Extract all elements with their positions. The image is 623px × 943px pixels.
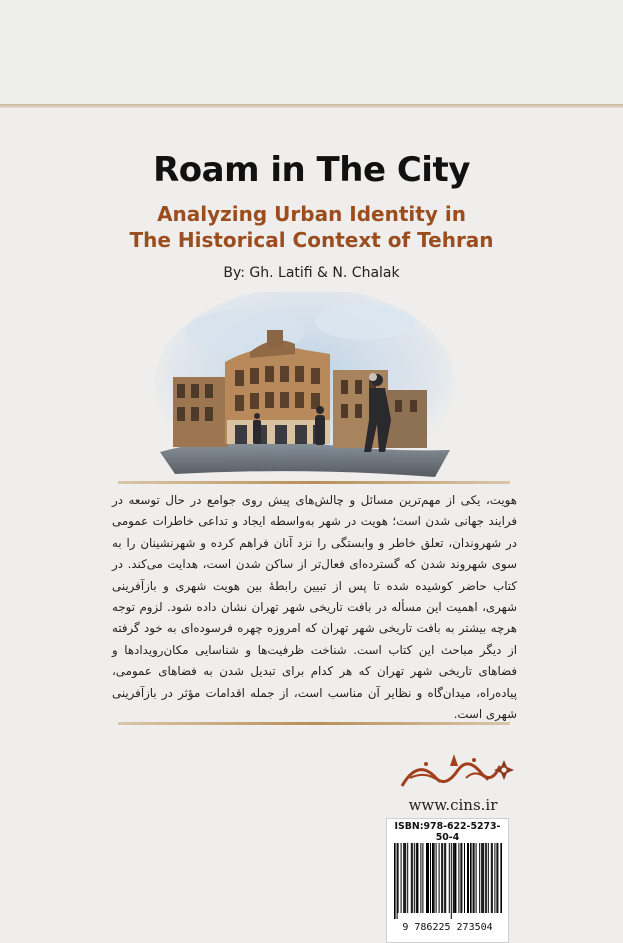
barcode-bar: [473, 843, 474, 913]
barcode-bar: [497, 843, 498, 913]
barcode-bar: [403, 843, 404, 913]
barcode-bar: [485, 843, 487, 913]
top-band: [0, 0, 623, 104]
tehran-street-watercolor-illustration: [155, 292, 455, 482]
barcode-bar: [494, 843, 495, 913]
barcode-bar: [468, 843, 469, 913]
isbn-digits: 9 786225 273504: [402, 922, 493, 933]
barcode-bar: [430, 843, 431, 913]
barcode-bar: [454, 843, 455, 913]
barcode-bar: [455, 843, 457, 913]
book-title: Roam in The City: [153, 150, 470, 190]
barcode-bar: [496, 843, 497, 913]
barcode-bar: [432, 843, 434, 913]
barcode-bar: [461, 843, 462, 913]
barcode-bar: [488, 843, 489, 913]
barcode-bar: [397, 843, 398, 919]
barcode-bar: [414, 843, 415, 913]
barcode-bar: [458, 843, 459, 913]
barcode-bar: [441, 843, 442, 913]
barcode-bar: [467, 843, 468, 913]
barcode-bar: [491, 843, 492, 913]
publisher-calligraphy-logo: [396, 748, 516, 793]
barcode-bar: [412, 843, 413, 913]
barcode-bar: [500, 843, 502, 913]
barcode-bar: [470, 843, 472, 913]
barcode-bar: [394, 843, 396, 919]
barcode-bar: [398, 843, 399, 913]
text-divider-bottom: [118, 722, 510, 725]
barcode-bar: [439, 843, 440, 913]
back-cover-description: هویت، یکی از مهم‌ترین مسائل و چالش‌های پیش روی جوامع در حال توسعه در فرایند جهانی شدن است؛ هویت در شهر به‌واسطه ایجاد و تداعی خاطرات عمومی در شهروندان، تعلق خاطر و وابستگی را نزد آنان فراهم کرده و شهرنشینان را به سوی شهروند شدن که گسترده‌ای فعال‌تر از ساکن شدن است، هدایت می‌کند. در کتاب حاضر کوشیده شده تا پس از تبیین رابطهٔ بین هویت شهری و بازآفرینی شهری، اهمیت این مسأله در بافت تاریخی شهر تهران نشان داده شود. لزوم توجه هرچه بیشتر به بافت تاریخی شهر تهران که امروزه چهره فرسوده‌ای به خود گرفته از دیگر مباحث این کتاب است. شناخت ظرفیت‌ها و شناسایی مکان‌رویدادها و فضاهای تاریخی شهر تهران که هر کدام برای تبدیل شدن به فضاهای عمومی، پیاده‌راه، میدان‌گاه و نظایر آن مناسب است، از جمله اقدامات مؤثر در بازآفرینی شهری است.: [112, 493, 517, 722]
barcode-bar: [492, 843, 493, 913]
barcode-bar: [411, 843, 412, 913]
book-subtitle-line1: Analyzing Urban Identity in: [157, 202, 466, 226]
barcode-bar: [451, 843, 452, 919]
barcode-bar: [426, 843, 427, 913]
isbn-label: ISBN:978-622-5273-50-4: [394, 821, 501, 843]
publisher-url[interactable]: www.cins.ir: [408, 796, 498, 814]
barcode-bar: [417, 843, 419, 913]
barcode-bar: [453, 843, 454, 913]
barcode-bar: [464, 843, 465, 913]
barcode-bar: [428, 843, 429, 913]
barcode-bar: [436, 843, 437, 913]
barcode-bar: [474, 843, 475, 913]
top-divider: [0, 104, 623, 108]
barcode-icon: [393, 843, 502, 919]
barcode-bar: [434, 843, 435, 913]
barcode-bar: [422, 843, 423, 913]
text-divider-top: [118, 481, 510, 484]
isbn-block: [386, 818, 509, 943]
barcode-bar: [420, 843, 421, 913]
barcode-bar: [449, 843, 450, 913]
barcode-bar: [483, 843, 484, 913]
barcode-bar: [442, 843, 443, 913]
barcode-bar: [407, 843, 408, 913]
barcode-bar: [405, 843, 406, 913]
barcode-bar: [481, 843, 482, 913]
barcode-bar: [482, 843, 483, 913]
barcode-bar: [460, 843, 461, 913]
barcode-bar: [476, 843, 477, 913]
barcode-bar: [401, 843, 402, 913]
barcode-bar: [479, 843, 480, 913]
book-subtitle-line2: The Historical Context of Tehran: [129, 228, 494, 252]
barcode-bar: [427, 843, 428, 913]
barcode-bar: [404, 843, 405, 913]
book-authors: By: Gh. Latifi & N. Chalak: [223, 265, 400, 281]
barcode-bar: [416, 843, 417, 913]
barcode-bar: [445, 843, 446, 913]
barcode-bar: [444, 843, 445, 913]
